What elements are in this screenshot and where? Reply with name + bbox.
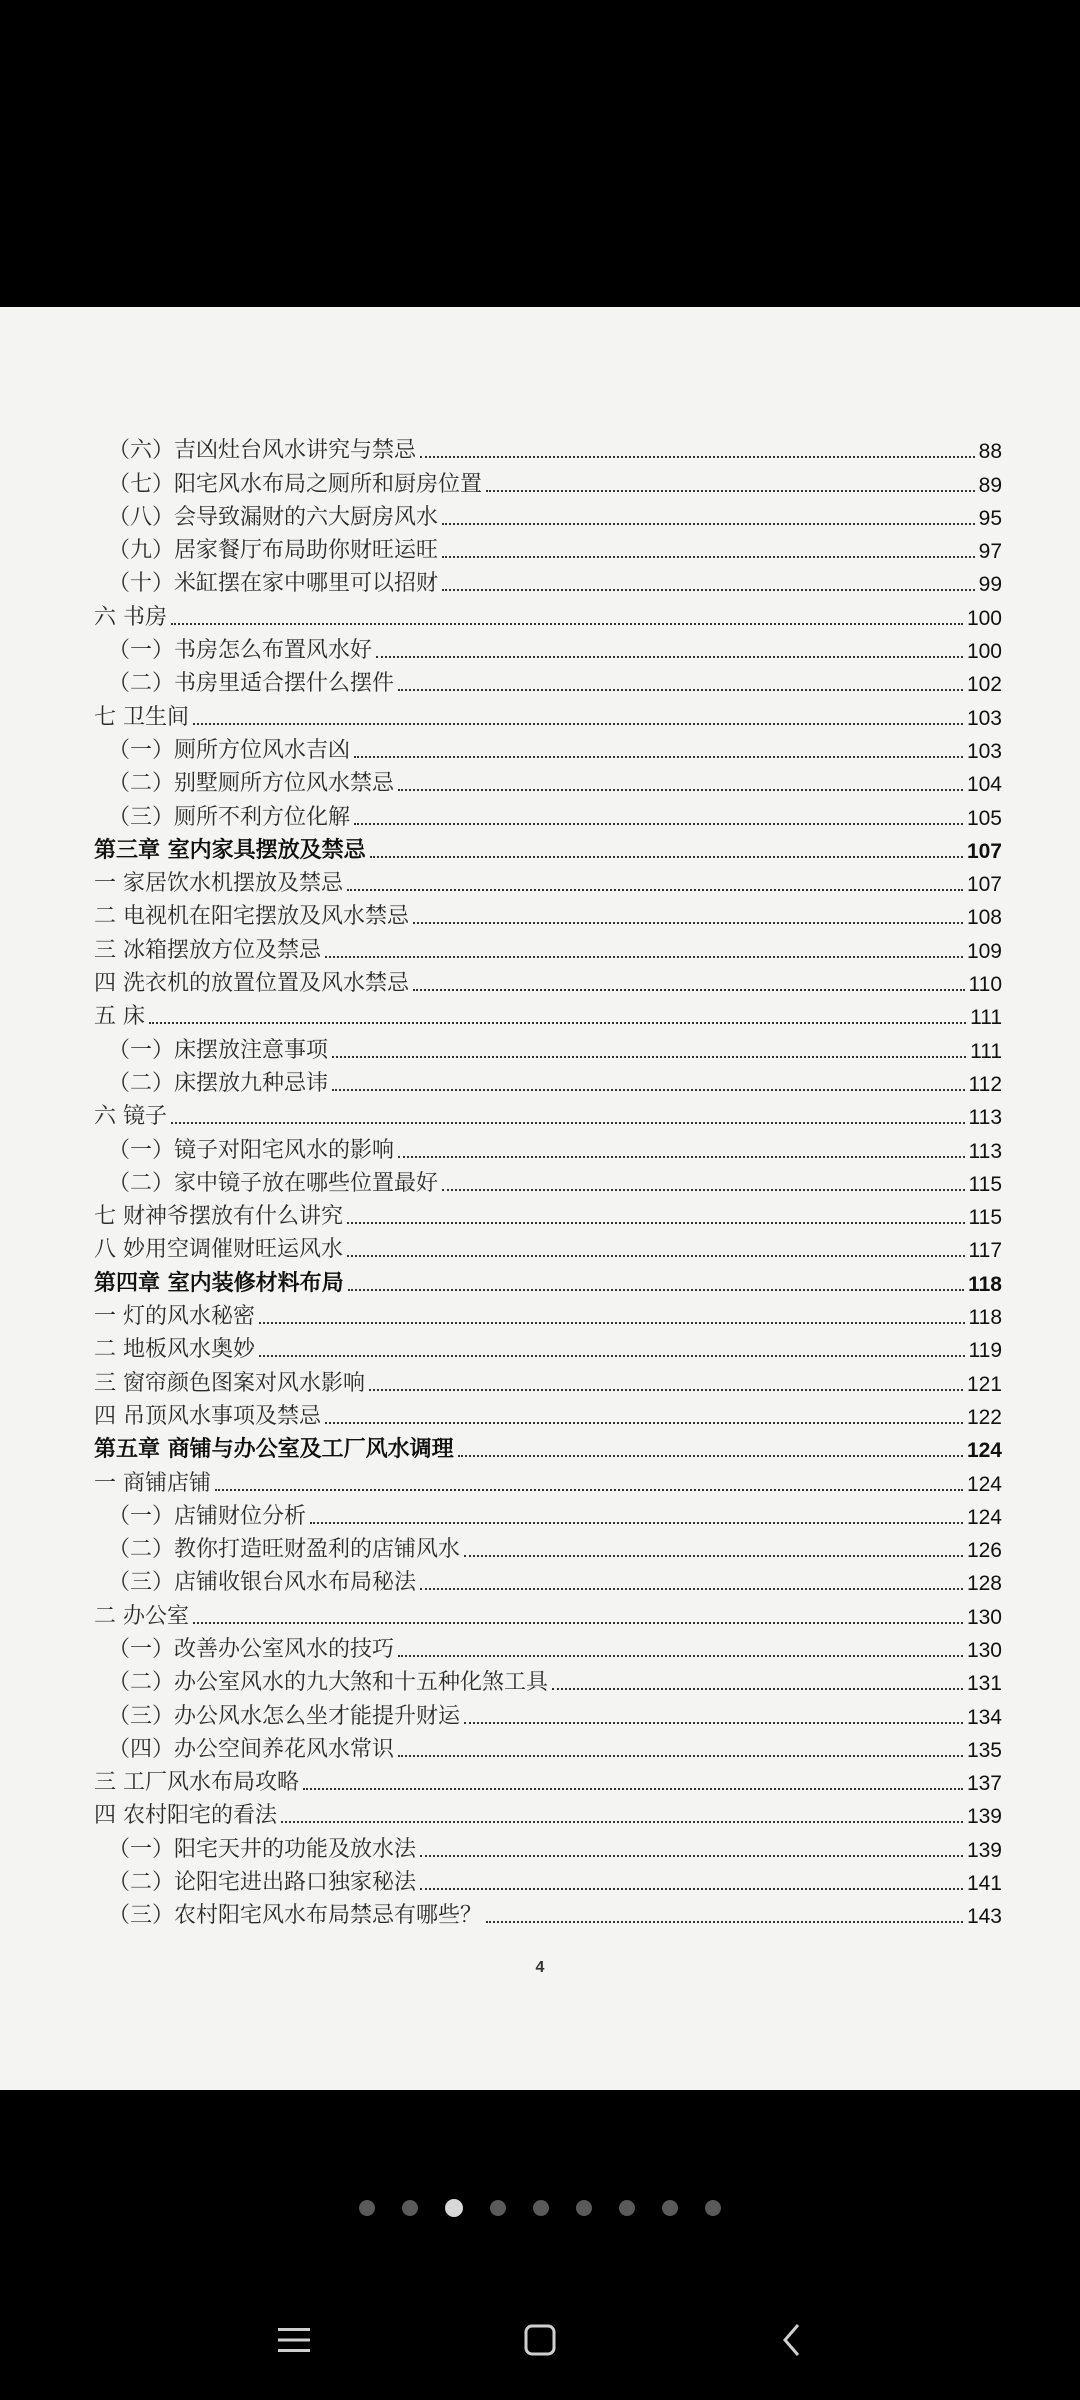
toc-entry-page: 124 [966,1472,1002,1496]
dot-leader [354,756,963,758]
dot-leader [369,1389,963,1391]
toc-chapter-row [94,1430,1002,1463]
toc-entry-page: 135 [966,1738,1002,1762]
toc-row [94,1896,1002,1929]
toc-row [94,597,1002,630]
menu-icon [276,2324,312,2356]
toc-entry-title: （一）书房怎么布置风水好 [108,638,373,664]
toc-entry-page: 104 [966,773,1002,797]
toc-row [94,1130,1002,1163]
page-dot[interactable] [402,2200,418,2216]
dot-leader [464,1722,963,1724]
toc-entry-title: 第四章 室内装修材料布局 [94,1269,344,1296]
page-dot[interactable] [576,2200,592,2216]
toc-row [94,1596,1002,1629]
toc-row [94,697,1002,730]
page-dot[interactable] [662,2200,678,2216]
toc-entry-title: （二）家中镜子放在哪些位置最好 [108,1170,439,1196]
toc-entry-title: 六 镜子 [94,1104,167,1130]
toc-entry-title: （二）办公室风水的九大煞和十五种化煞工具 [108,1670,549,1696]
toc-entry-page: 118 [968,1272,1002,1296]
dot-leader [413,989,965,991]
dot-leader [420,456,975,458]
toc-row [94,564,1002,597]
toc-row [94,631,1002,664]
toc-entry-page: 89 [978,473,1002,497]
dot-leader [370,856,963,858]
toc-entry-page: 113 [968,1139,1002,1163]
page-number: 4 [535,1959,545,1976]
toc-row [94,498,1002,531]
toc-entry-title: （一）阳宅天井的功能及放水法 [108,1836,417,1862]
toc-entry-title: （一）镜子对阳宅风水的影响 [108,1137,395,1163]
toc-row [94,997,1002,1030]
dot-leader [215,1489,963,1491]
toc-entry-title: （八）会导致漏财的六大厨房风水 [108,504,439,530]
dot-leader [398,689,963,691]
toc-entry-page: 103 [966,739,1002,763]
toc-entry-title: （三）办公风水怎么坐才能提升财运 [108,1703,461,1729]
toc-entry-title: 二 地板风水奥妙 [94,1337,255,1363]
toc-entry-title: （二）别墅厕所方位风水禁忌 [108,771,395,797]
toc-entry-page: 139 [966,1838,1002,1862]
toc-row [94,1330,1002,1363]
toc-entry-title: 五 床 [94,1004,145,1030]
toc-entry-title: （二）书房里适合摆什么摆件 [108,671,395,697]
toc-entry-page: 118 [968,1306,1002,1330]
toc-row [94,1497,1002,1530]
toc-chapter-row [94,1263,1002,1296]
toc-entry-title: 第三章 室内家具摆放及禁忌 [94,836,366,863]
home-button[interactable] [500,2310,580,2370]
toc-entry-title: 七 财神爷摆放有什么讲究 [94,1204,343,1230]
toc-entry-page: 100 [966,606,1002,630]
toc-entry-page: 95 [978,506,1002,530]
toc-row [94,1530,1002,1563]
dot-leader [171,623,963,625]
toc-entry-title: 一 灯的风水秘密 [94,1304,255,1330]
table-of-contents [94,431,1002,1929]
toc-row [94,1563,1002,1596]
toc-entry-title: 四 洗衣机的放置位置及风水禁忌 [94,971,409,997]
toc-entry-title: （一）改善办公室风水的技巧 [108,1636,395,1662]
document-page[interactable] [0,307,1080,2090]
dot-leader [442,589,975,591]
toc-entry-page: 107 [966,839,1002,863]
toc-entry-page: 117 [968,1239,1002,1263]
toc-entry-title: 四 吊顶风水事项及禁忌 [94,1403,321,1429]
page-dot-active[interactable] [445,2199,463,2217]
home-square-icon [523,2323,557,2357]
back-button[interactable] [752,2310,832,2370]
dot-leader [464,1555,963,1557]
toc-entry-title: （一）厕所方位风水吉凶 [108,737,351,763]
toc-entry-title: 第五章 商铺与办公室及工厂风水调理 [94,1436,454,1463]
toc-row [94,1863,1002,1896]
toc-entry-page: 100 [966,640,1002,664]
toc-entry-page: 103 [966,706,1002,730]
toc-entry-page: 130 [966,1638,1002,1662]
toc-entry-title: 七 卫生间 [94,704,189,730]
dot-leader [420,1855,963,1857]
toc-entry-page: 110 [968,973,1002,997]
toc-row [94,764,1002,797]
toc-entry-page: 124 [966,1439,1002,1463]
dot-leader [259,1322,965,1324]
toc-row [94,531,1002,564]
dot-leader [310,1522,963,1524]
toc-row [94,964,1002,997]
toc-entry-page: 141 [966,1872,1002,1896]
toc-row [94,897,1002,930]
dot-leader [193,723,963,725]
toc-entry-page: 102 [966,673,1002,697]
dot-leader [354,823,963,825]
toc-entry-page: 119 [968,1339,1002,1363]
toc-entry-title: （二）论阳宅进出路口独家秘法 [108,1870,417,1896]
dot-leader [420,1588,963,1590]
toc-entry-title: 六 书房 [94,604,167,630]
toc-entry-title: 一 商铺店铺 [94,1470,211,1496]
toc-entry-page: 115 [968,1172,1002,1196]
toc-entry-page: 107 [966,873,1002,897]
toc-row [94,1097,1002,1130]
toc-entry-title: 三 冰箱摆放方位及禁忌 [94,937,321,963]
toc-entry-title: （七）阳宅风水布局之厕所和厨房位置 [108,471,483,497]
dot-leader [325,956,963,958]
toc-entry-title: 三 工厂风水布局攻略 [94,1770,299,1796]
dot-leader [486,1921,963,1923]
toc-row [94,1197,1002,1230]
toc-entry-page: 88 [978,440,1002,464]
toc-row [94,464,1002,497]
dot-leader [193,1622,963,1624]
page-dot[interactable] [533,2200,549,2216]
toc-row [94,1030,1002,1063]
toc-entry-page: 115 [968,1206,1002,1230]
toc-entry-page: 97 [978,540,1002,564]
back-chevron-icon [780,2322,804,2358]
dot-leader [281,1821,963,1823]
dot-leader [486,490,975,492]
dot-leader [398,1156,965,1158]
toc-row [94,1230,1002,1263]
toc-entry-page: 111 [970,1006,1002,1030]
dot-leader [398,789,963,791]
toc-entry-title: （三）厕所不利方位化解 [108,804,351,830]
toc-entry-page: 124 [966,1505,1002,1529]
toc-row [94,864,1002,897]
toc-row [94,1363,1002,1396]
toc-entry-title: （三）店铺收银台风水布局秘法 [108,1570,417,1596]
toc-entry-page: 105 [966,806,1002,830]
toc-entry-page: 112 [968,1072,1002,1096]
toc-entry-title: （九）居家餐厅布局助你财旺运旺 [108,538,439,564]
dot-leader [303,1788,963,1790]
toc-entry-page: 139 [966,1805,1002,1829]
toc-row [94,1630,1002,1663]
dot-leader [376,656,963,658]
toc-entry-page: 113 [968,1106,1002,1130]
recent-apps-button[interactable] [254,2310,334,2370]
toc-row [94,431,1002,464]
toc-entry-page: 108 [966,906,1002,930]
toc-entry-title: 四 农村阳宅的看法 [94,1803,277,1829]
toc-entry-page: 122 [966,1405,1002,1429]
dot-leader [552,1688,963,1690]
toc-entry-page: 128 [966,1572,1002,1596]
toc-row [94,1663,1002,1696]
toc-row [94,1064,1002,1097]
toc-row [94,664,1002,697]
toc-row [94,1463,1002,1496]
toc-entry-title: （二）床摆放九种忌讳 [108,1070,329,1096]
dot-leader [347,1222,965,1224]
dot-leader [347,889,963,891]
toc-entry-page: 143 [966,1905,1002,1929]
toc-entry-title: 三 窗帘颜色图案对风水影响 [94,1370,365,1396]
toc-entry-page: 137 [966,1772,1002,1796]
toc-entry-title: （一）店铺财位分析 [108,1503,307,1529]
toc-entry-title: 一 家居饮水机摆放及禁忌 [94,871,343,897]
toc-row [94,1397,1002,1430]
toc-row [94,1164,1002,1197]
toc-entry-page: 130 [966,1605,1002,1629]
dot-leader [420,1888,963,1890]
dot-leader [442,556,975,558]
toc-row [94,1796,1002,1829]
toc-entry-title: 八 妙用空调催财旺运风水 [94,1237,343,1263]
toc-entry-title: （二）教你打造旺财盈利的店铺风水 [108,1537,461,1563]
system-navigation-bar [0,2310,1080,2370]
page-dot[interactable] [705,2200,721,2216]
dot-leader [348,1289,964,1291]
page-dot[interactable] [359,2200,375,2216]
toc-row [94,1829,1002,1862]
toc-entry-title: 二 办公室 [94,1603,189,1629]
toc-row [94,731,1002,764]
toc-row [94,1730,1002,1763]
dot-leader [332,1089,965,1091]
toc-entry-title: （一）床摆放注意事项 [108,1037,329,1063]
toc-chapter-row [94,831,1002,864]
toc-entry-page: 99 [978,573,1002,597]
dot-leader [171,1122,965,1124]
dot-leader [442,1189,965,1191]
toc-entry-page: 131 [966,1672,1002,1696]
toc-entry-page: 121 [966,1372,1002,1396]
toc-entry-page: 109 [966,939,1002,963]
dot-leader [325,1422,963,1424]
dot-leader [442,523,975,525]
toc-entry-title: （六）吉凶灶台风水讲究与禁忌 [108,438,417,464]
toc-entry-title: （十）米缸摆在家中哪里可以招财 [108,571,439,597]
toc-entry-title: 二 电视机在阳宅摆放及风水禁忌 [94,904,409,930]
dot-leader [413,922,963,924]
dot-leader [398,1755,963,1757]
dot-leader [347,1255,965,1257]
dot-leader [259,1355,965,1357]
toc-row [94,797,1002,830]
toc-entry-title: （三）农村阳宅风水布局禁忌有哪些？ [108,1903,483,1929]
toc-entry-page: 126 [966,1539,1002,1563]
dot-leader [458,1455,963,1457]
page-dot[interactable] [490,2200,506,2216]
toc-entry-page: 111 [970,1039,1002,1063]
page-dot[interactable] [619,2200,635,2216]
toc-entry-page: 134 [966,1705,1002,1729]
dot-leader [332,1056,966,1058]
toc-row [94,1763,1002,1796]
toc-row [94,930,1002,963]
toc-row [94,1696,1002,1729]
page-indicator [0,2200,1080,2217]
dot-leader [149,1022,966,1024]
toc-entry-title: （四）办公空间养花风水常识 [108,1736,395,1762]
dot-leader [398,1655,963,1657]
toc-row [94,1297,1002,1330]
